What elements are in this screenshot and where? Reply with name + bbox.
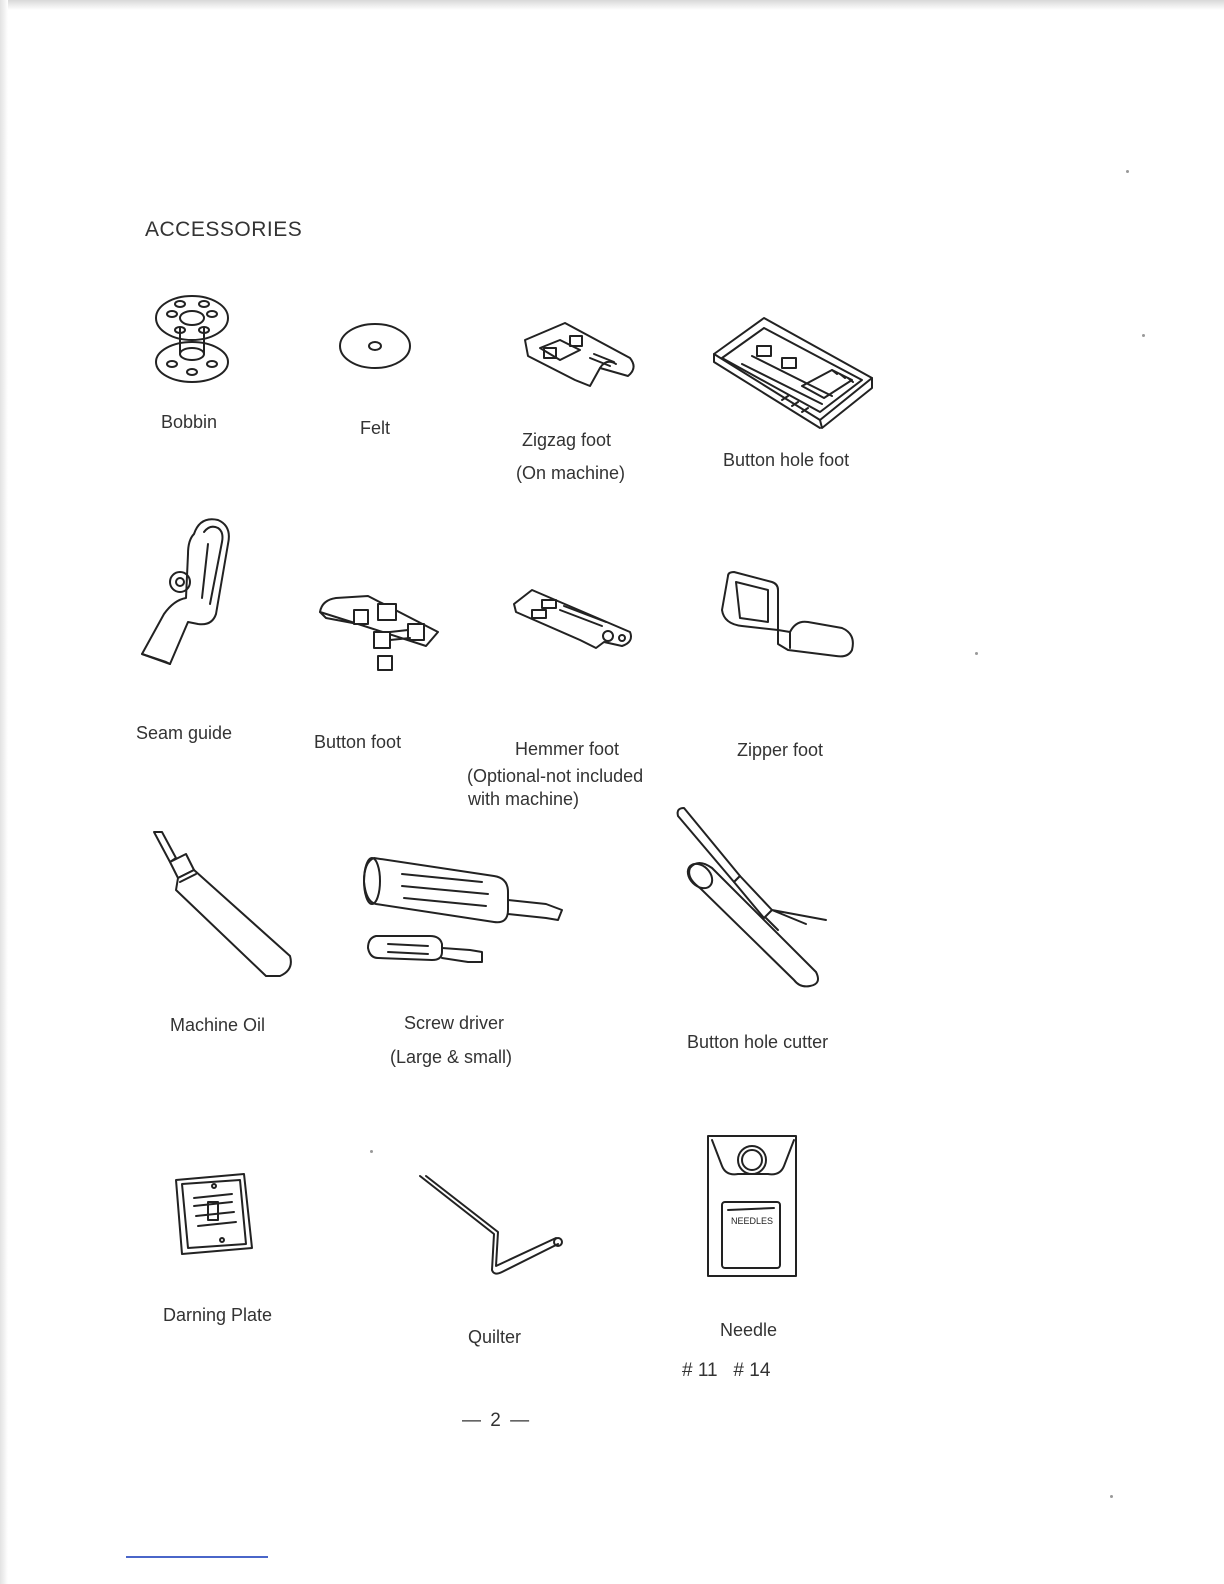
button-hole-foot-illustration	[712, 316, 877, 428]
bobbin-illustration	[150, 292, 240, 387]
darning-plate-label: Darning Plate	[163, 1305, 273, 1325]
screw-driver-label: Screw driver	[404, 1013, 505, 1033]
screw-driver-note: (Large & small)	[390, 1047, 513, 1067]
hemmer-foot-note-line1: (Optional-not included	[467, 766, 644, 786]
quilter-illustration	[416, 1172, 564, 1278]
page-number: — 2 —	[462, 1410, 532, 1431]
bobbin-label: Bobbin	[161, 412, 218, 432]
zipper-foot-illustration	[718, 570, 858, 662]
zigzag-foot-label: Zigzag foot	[522, 430, 612, 450]
scan-speck	[370, 1150, 373, 1153]
quilter-label: Quilter	[468, 1327, 522, 1347]
scan-speck	[1126, 170, 1129, 173]
scan-speck	[1142, 334, 1145, 337]
button-foot-label: Button foot	[314, 732, 402, 752]
button-hole-cutter-label: Button hole cutter	[687, 1032, 829, 1052]
machine-oil-illustration	[150, 830, 294, 980]
hemmer-foot-illustration	[512, 586, 636, 652]
seam-guide-illustration	[136, 514, 240, 674]
needle-packet-text: NEEDLES	[730, 1216, 774, 1226]
footer-underline	[126, 1556, 268, 1558]
scan-speck	[975, 652, 978, 655]
darning-plate-illustration	[172, 1172, 256, 1258]
seam-guide-label: Seam guide	[136, 723, 233, 743]
page-title: ACCESSORIES	[145, 218, 303, 241]
scan-speck	[1110, 1495, 1113, 1498]
zigzag-foot-note: (On machine)	[516, 463, 626, 483]
zipper-foot-label: Zipper foot	[737, 740, 824, 760]
hemmer-foot-note-line2: with machine)	[468, 789, 580, 809]
scan-edge-top	[0, 0, 1224, 10]
hemmer-foot-label: Hemmer foot	[515, 739, 620, 759]
needle-sizes: # 11 # 14	[682, 1360, 771, 1381]
screw-driver-illustration	[362, 852, 568, 974]
zigzag-foot-illustration	[520, 318, 640, 398]
button-hole-cutter-illustration	[676, 806, 832, 988]
needle-packet-illustration	[706, 1134, 800, 1280]
scan-edge-left	[0, 0, 8, 1584]
button-hole-foot-label: Button hole foot	[723, 450, 850, 470]
button-foot-illustration	[318, 584, 446, 676]
felt-illustration	[338, 322, 414, 374]
machine-oil-label: Machine Oil	[170, 1015, 266, 1035]
needle-label: Needle	[720, 1320, 778, 1340]
felt-label: Felt	[360, 418, 391, 438]
